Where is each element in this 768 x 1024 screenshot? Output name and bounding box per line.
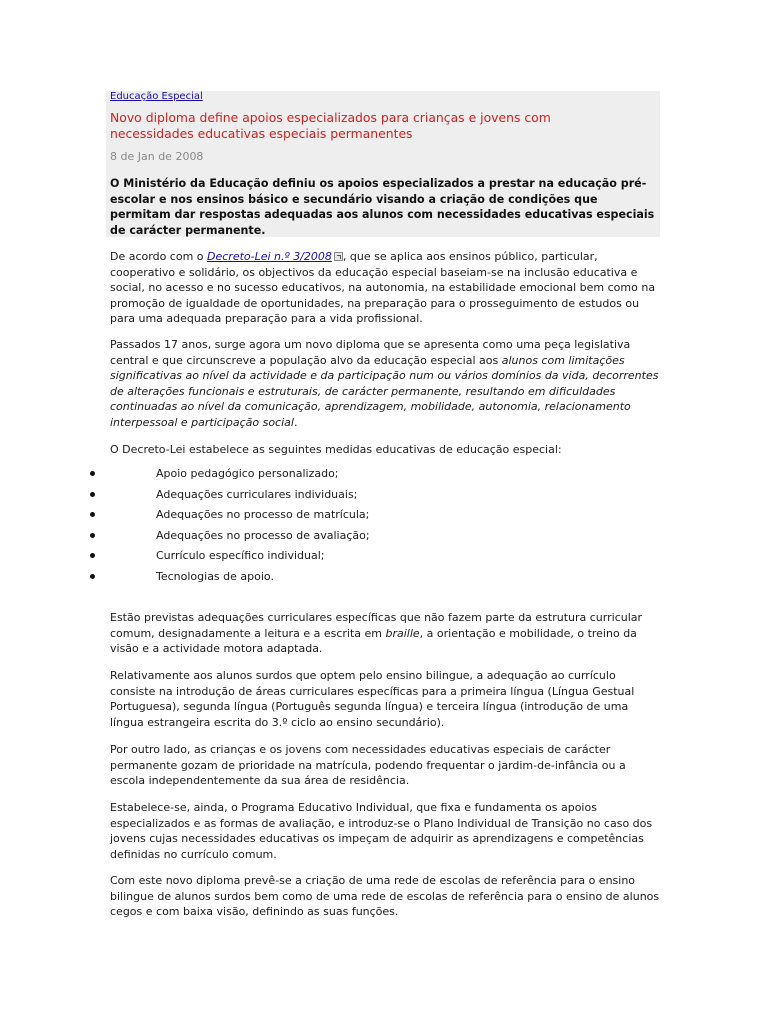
article-date: 8 de Jan de 2008	[110, 150, 204, 163]
bullet-icon	[90, 512, 95, 517]
list-item: Tecnologias de apoio.	[0, 569, 768, 590]
bullet-icon	[90, 492, 95, 497]
paragraph-decree: De acordo com o Decreto-Lei n.º 3/2008 , que se aplica aos ensinos público, particular, cooperativo e solidário, os objectivos da educação especial baseiam-se na inclusão educativa e social, no acesso e no sucesso educativos, na autonomia, na estabilidade emocional bem como na promoção de igualdade de oportunidades, na preparação para o prosseguimento de estudos ou para uma adequada preparação para a vida profissional.	[110, 250, 656, 325]
list-item: Currículo específico individual;	[0, 548, 768, 569]
list-item: Apoio pedagógico personalizado;	[0, 466, 768, 487]
article-title: Novo diploma define apoios especializados para crianças e jovens com necessidades educativas especiais permanentes	[110, 110, 551, 141]
measures-list	[0, 466, 768, 590]
category-link[interactable]: Educação Especial	[110, 91, 203, 102]
list-item: Adequações no processo de avaliação;	[0, 528, 768, 549]
bullet-icon	[90, 574, 95, 579]
external-link-icon[interactable]	[334, 252, 343, 261]
bullet-icon	[90, 533, 95, 538]
list-item: Adequações curriculares individuais;	[0, 487, 768, 508]
article-lead: O Ministério da Educação definiu os apoios especializados a prestar na educação pré-escolar e nos ensinos básico e secundário visando a criação de condições que permitam dar respostas adequadas aos alunos com necessidades educativas especiais de carácter permanente.	[110, 177, 655, 237]
paragraph-individual-program: Estabelece-se, ainda, o Programa Educativo Individual, que fixa e fundamenta os apoios especializados e as formas de avaliação, e introduz-se o Plano Individual de Transição no caso dos jovens cujas necessidades educativas os impeçam de adquirir as aprendizagens e competências definidas no currículo comum.	[110, 801, 653, 861]
paragraph-curricular-adaptations: Estão previstas adequações curriculares específicas que não fazem parte da estrutura curricular comum, designadamente a leitura e a escrita em braille, a orientação e mobilidade, o treino da visão e a actividade motora adaptada.	[110, 611, 643, 655]
paragraph-deaf-students: Relativamente aos alunos surdos que optem pelo ensino bilingue, a adequação ao currículo consiste na introdução de áreas curriculares específicas para a primeira língua (Língua Gestual Portuguesa), segunda língua (Português segunda língua) e terceira língua (introdução de uma língua estrangeira escrita do 3.º ciclo ao ensino secundário).	[110, 669, 635, 729]
paragraph-target-population: Passados 17 anos, surge agora um novo diploma que se apresenta como uma peça legislativa central e que circunscreve a população alvo da educação especial aos alunos com limitações significativas ao nível da actividade e da participação num ou vários domínios da vida, decorrentes de alterações funcionais e estruturais, de carácter permanente, resultando em dificuldades continuadas ao nível da comunicação, aprendizagem, mobilidade, autonomia, relacionamento interpessoal e participação social.	[110, 338, 659, 429]
bullet-icon	[90, 553, 95, 558]
paragraph-reference-schools: Com este novo diploma prevê-se a criação de uma rede de escolas de referência para o ensino bilingue de alunos surdos bem como de uma rede de escolas de referência para o ensino de alunos cegos e com baixa visão, definindo as suas funções.	[110, 874, 660, 918]
bullet-icon	[90, 471, 95, 476]
decree-link[interactable]: Decreto-Lei n.º 3/2008	[207, 250, 332, 263]
paragraph-enrolment-priority: Por outro lado, as crianças e os jovens com necessidades educativas especiais de carácter permanente gozam de prioridade na matrícula, podendo frequentar o jardim-de-infância ou a escola independentemente da sua área de residência.	[110, 743, 626, 787]
list-item: Adequações no processo de matrícula;	[0, 507, 768, 528]
paragraph-measures-intro: O Decreto-Lei estabelece as seguintes medidas educativas de educação especial:	[110, 443, 562, 456]
